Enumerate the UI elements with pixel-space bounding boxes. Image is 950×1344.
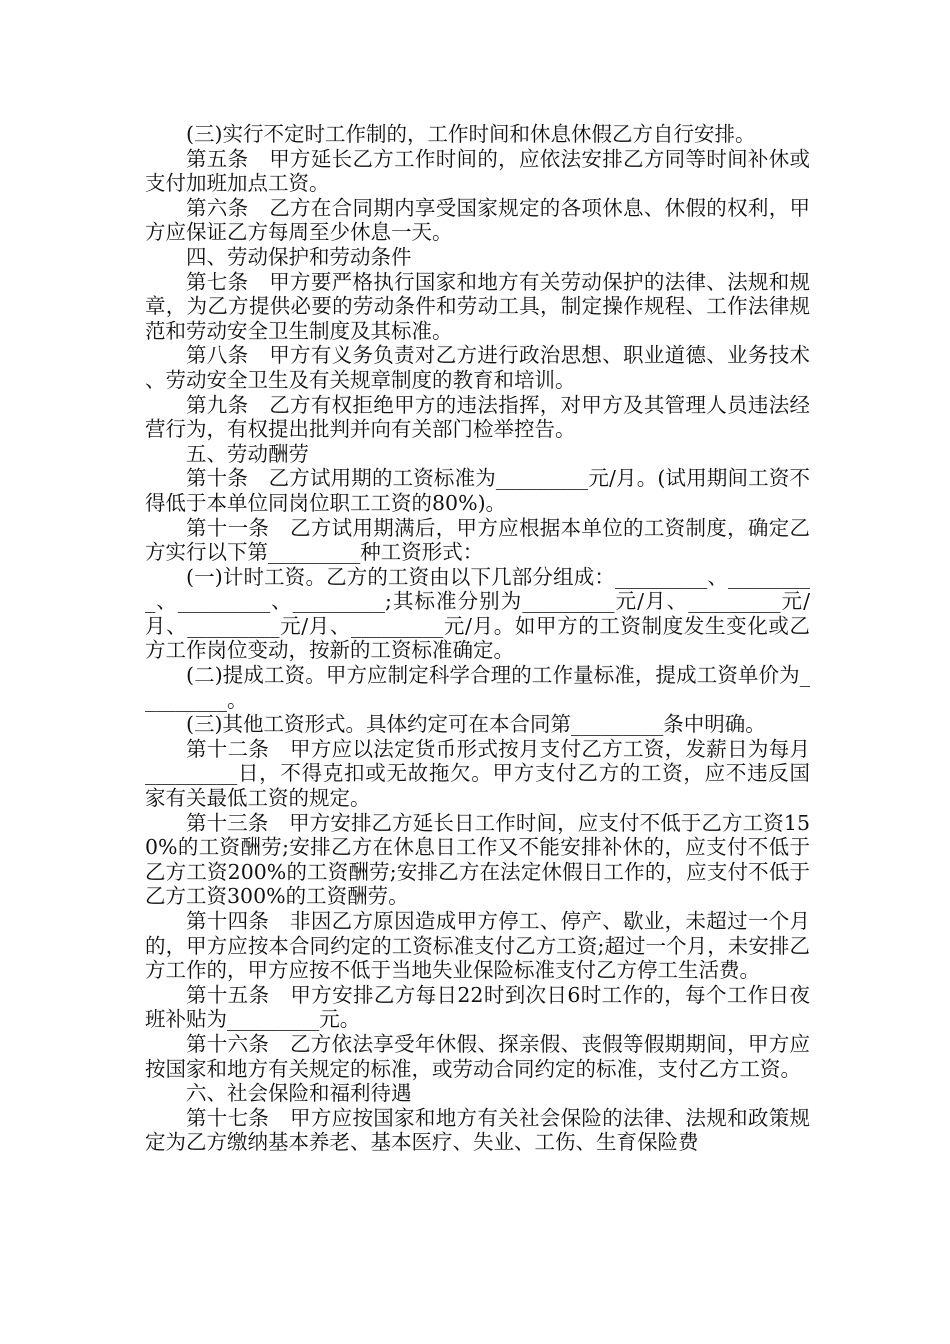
section-heading-remuneration: 五、劳动酬劳 bbox=[186, 441, 309, 466]
article-16: 第十六条 乙方依法享受年休假、探亲假、丧假等假期期间，甲方应按国家和地方有关规定的标准，或劳动合同约定的标准，支付乙方工资。 bbox=[145, 1031, 810, 1081]
article-5: 第五条 甲方延长乙方工作时间的，应依法安排乙方同等时间补休或支付加班加点工资。 bbox=[145, 146, 810, 196]
article-11: 第十一条 乙方试用期满后，甲方应根据本单位的工资制度，确定乙方实行以下第_________种工资形式： bbox=[145, 515, 810, 565]
article-13: 第十三条 甲方安排乙方延长日工作时间，应支付不低于乙方工资150%的工资酬劳;安排乙方在休息日工作又不能安排补休的，应支付不低于乙方工资200%的工资酬劳;安排乙方在法定休假日工作的，应支付不低于乙方工资300%的工资酬劳。 bbox=[145, 810, 810, 909]
article-10: 第十条 乙方试用期的工资标准为_________元/月。(试用期间工资不得低于本单位同岗位职工工资的80%)。 bbox=[145, 466, 810, 515]
article-6: 第六条 乙方在合同期内享受国家规定的各项休息、休假的权利，甲方应保证乙方每周至少休息一天。 bbox=[145, 195, 810, 245]
article-9: 第九条 乙方有权拒绝甲方的违法指挥，对甲方及其管理人员违法经营行为，有权提出批判并向有关部门检举控告。 bbox=[145, 392, 810, 442]
article-17: 第十七条 甲方应按国家和地方有关社会保险的法律、法规和政策规定为乙方缴纳基本养老、基本医疗、失业、工伤、生育保险费 bbox=[145, 1105, 810, 1155]
article-12: 第十二条 甲方应以法定货币形式按月支付乙方工资，发薪日为每月_________日，不得克扣或无故拖欠。甲方支付乙方的工资，应不违反国家有关最低工资的规定。 bbox=[145, 736, 810, 811]
document-body bbox=[145, 122, 810, 1155]
wage-form-commission: (二)提成工资。甲方应制定科学合理的工作量标准，提成工资单价为_________。 bbox=[145, 663, 810, 712]
article-15: 第十五条 甲方安排乙方每日22时到次日6时工作的，每个工作日夜班补贴为_________元。 bbox=[145, 982, 810, 1032]
wage-form-hourly: (一)计时工资。乙方的工资由以下几部分组成：_________、_________、_________、_________;其标准分别为_________元/月、_________元/月、_________元/月、_________元/月。如甲方的工资制度发生变化或乙方工作岗位变动，按新的工资标准确定。 bbox=[145, 564, 810, 663]
wage-form-other: (三)其他工资形式。具体约定可在本合同第_________条中明确。 bbox=[186, 712, 766, 737]
article-8: 第八条 甲方有义务负责对乙方进行政治思想、职业道德、业务技术、劳动安全卫生及有关规章制度的教育和培训。 bbox=[145, 343, 810, 392]
section-heading-labor-protection: 四、劳动保护和劳动条件 bbox=[186, 244, 412, 269]
article-7: 第七条 甲方要严格执行国家和地方有关劳动保护的法律、法规和规章，为乙方提供必要的劳动条件和劳动工具，制定操作规程、工作法律规范和劳动安全卫生制度及其标准。 bbox=[145, 269, 810, 343]
article-14: 第十四条 非因乙方原因造成甲方停工、停产、歇业，未超过一个月的，甲方应按本合同约定的工资标准支付乙方工资;超过一个月，未安排乙方工作的，甲方应按不低于当地失业保险标准支付乙方停工生活费。 bbox=[145, 909, 810, 983]
paragraph-flexible-hours: (三)实行不定时工作制的，工作时间和休息休假乙方自行安排。 bbox=[186, 122, 756, 146]
section-heading-social-insurance: 六、社会保险和福利待遇 bbox=[186, 1081, 412, 1106]
